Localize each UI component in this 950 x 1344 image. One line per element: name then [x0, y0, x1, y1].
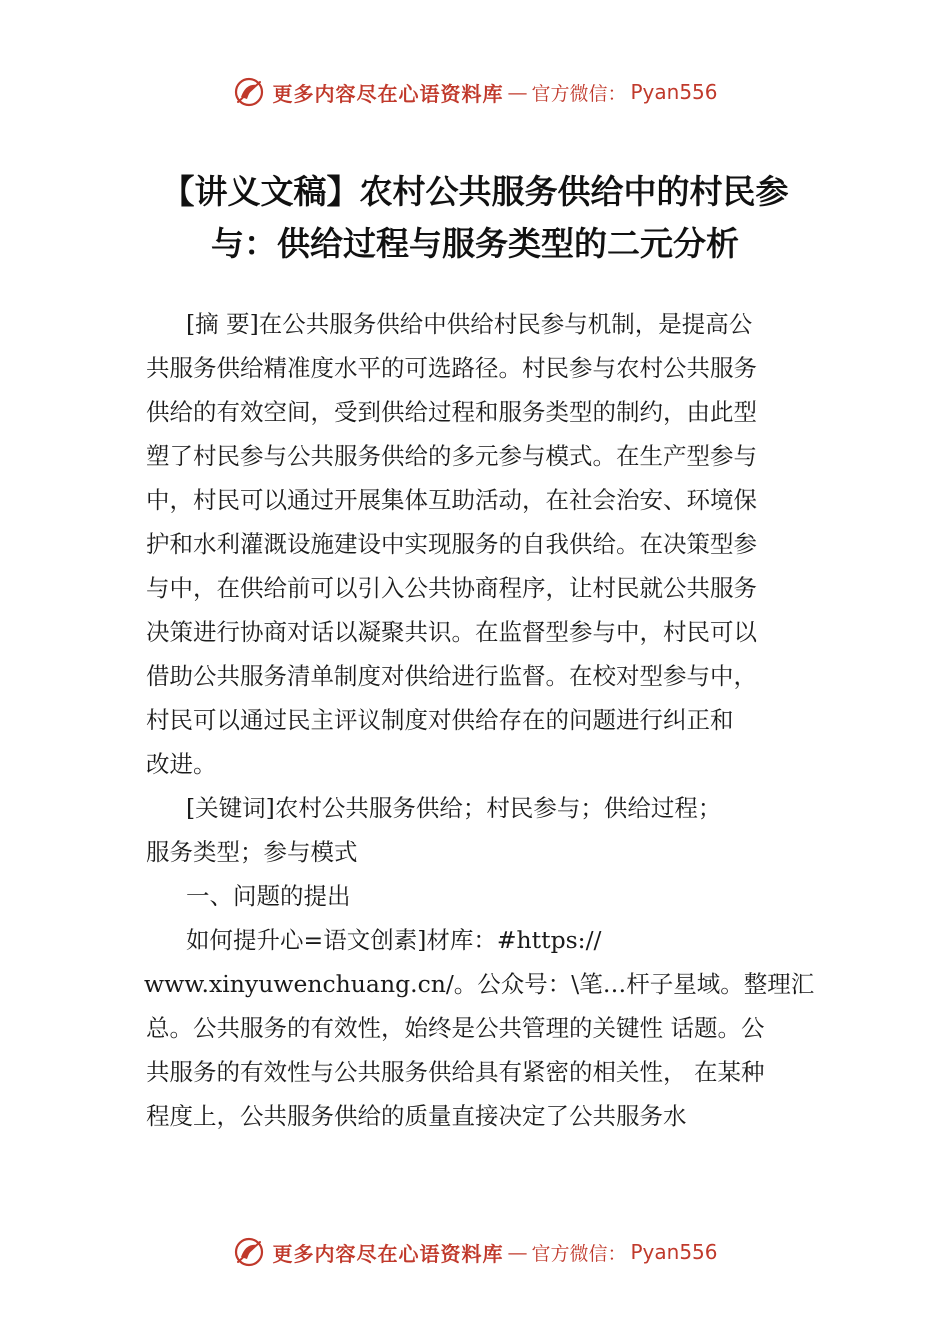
body-line: 塑了村民参与公共服务供给的多元参与模式。在生产型参与 [146, 442, 757, 470]
body-line: 决策进行协商对话以凝聚共识。在监督型参与中，村民可以 [146, 618, 757, 646]
header-banner [0, 72, 950, 112]
seal-logo-icon [232, 75, 266, 109]
seal-logo-icon [232, 1235, 266, 1269]
keywords-line: [关键词]农村公共服务供给；村民参与；供给过程； [186, 794, 722, 822]
body-line: 与中，在供给前可以引入公共协商程序，让村民就公共服务 [146, 574, 757, 602]
body-line: 改进。 [146, 750, 217, 778]
body-line: www.xinyuwenchuang.cn/。公众号：\笔…杆子星域。整理汇 [144, 970, 815, 998]
keywords-line: 服务类型；参与模式 [146, 838, 358, 866]
banner-wechat-id: Pyan556 [630, 80, 718, 104]
body-line: 总。公共服务的有效性，始终是公共管理的关键性 话题。公 [146, 1014, 765, 1042]
body-line: 共服务供给精准度水平的可选路径。村民参与农村公共服务 [146, 354, 757, 382]
document-body [146, 302, 826, 1138]
body-line: 程度上，公共服务供给的质量直接决定了公共服务水 [146, 1102, 687, 1130]
banner-wechat-label: 官方微信： [531, 82, 627, 105]
banner-text: 更多内容尽在心语资料库 [272, 1241, 504, 1266]
banner-separator: — [507, 80, 528, 104]
banner-text: 更多内容尽在心语资料库 [272, 81, 504, 106]
banner-separator: — [507, 1240, 528, 1264]
footer-banner [0, 1232, 950, 1272]
section-heading: 一、问题的提出 [186, 882, 351, 910]
title-line-1: 【讲义文稿】农村公共服务供给中的村民参 [161, 172, 789, 211]
body-line: 供给的有效空间，受到供给过程和服务类型的制约，由此型 [146, 398, 757, 426]
body-line: [摘 要]在公共服务供给中供给村民参与机制，是提高公 [186, 310, 753, 338]
body-line: 村民可以通过民主评议制度对供给存在的问题进行纠正和 [146, 706, 734, 734]
document-title [90, 166, 860, 270]
body-line: 护和水利灌溉设施建设中实现服务的自我供给。在决策型参 [146, 530, 757, 558]
body-line: 中，村民可以通过开展集体互助活动，在社会治安、环境保 [146, 486, 757, 514]
body-line: 借助公共服务清单制度对供给进行监督。在校对型参与中， [146, 662, 757, 690]
body-line: 共服务的有效性与公共服务供给具有紧密的相关性， 在某种 [146, 1058, 765, 1086]
banner-wechat-id: Pyan556 [630, 1240, 718, 1264]
banner-wechat-label: 官方微信： [531, 1242, 627, 1265]
title-line-2: 与：供给过程与服务类型的二元分析 [211, 224, 739, 263]
body-line: 如何提升心=语文创素]材库：#https:// [186, 926, 602, 954]
